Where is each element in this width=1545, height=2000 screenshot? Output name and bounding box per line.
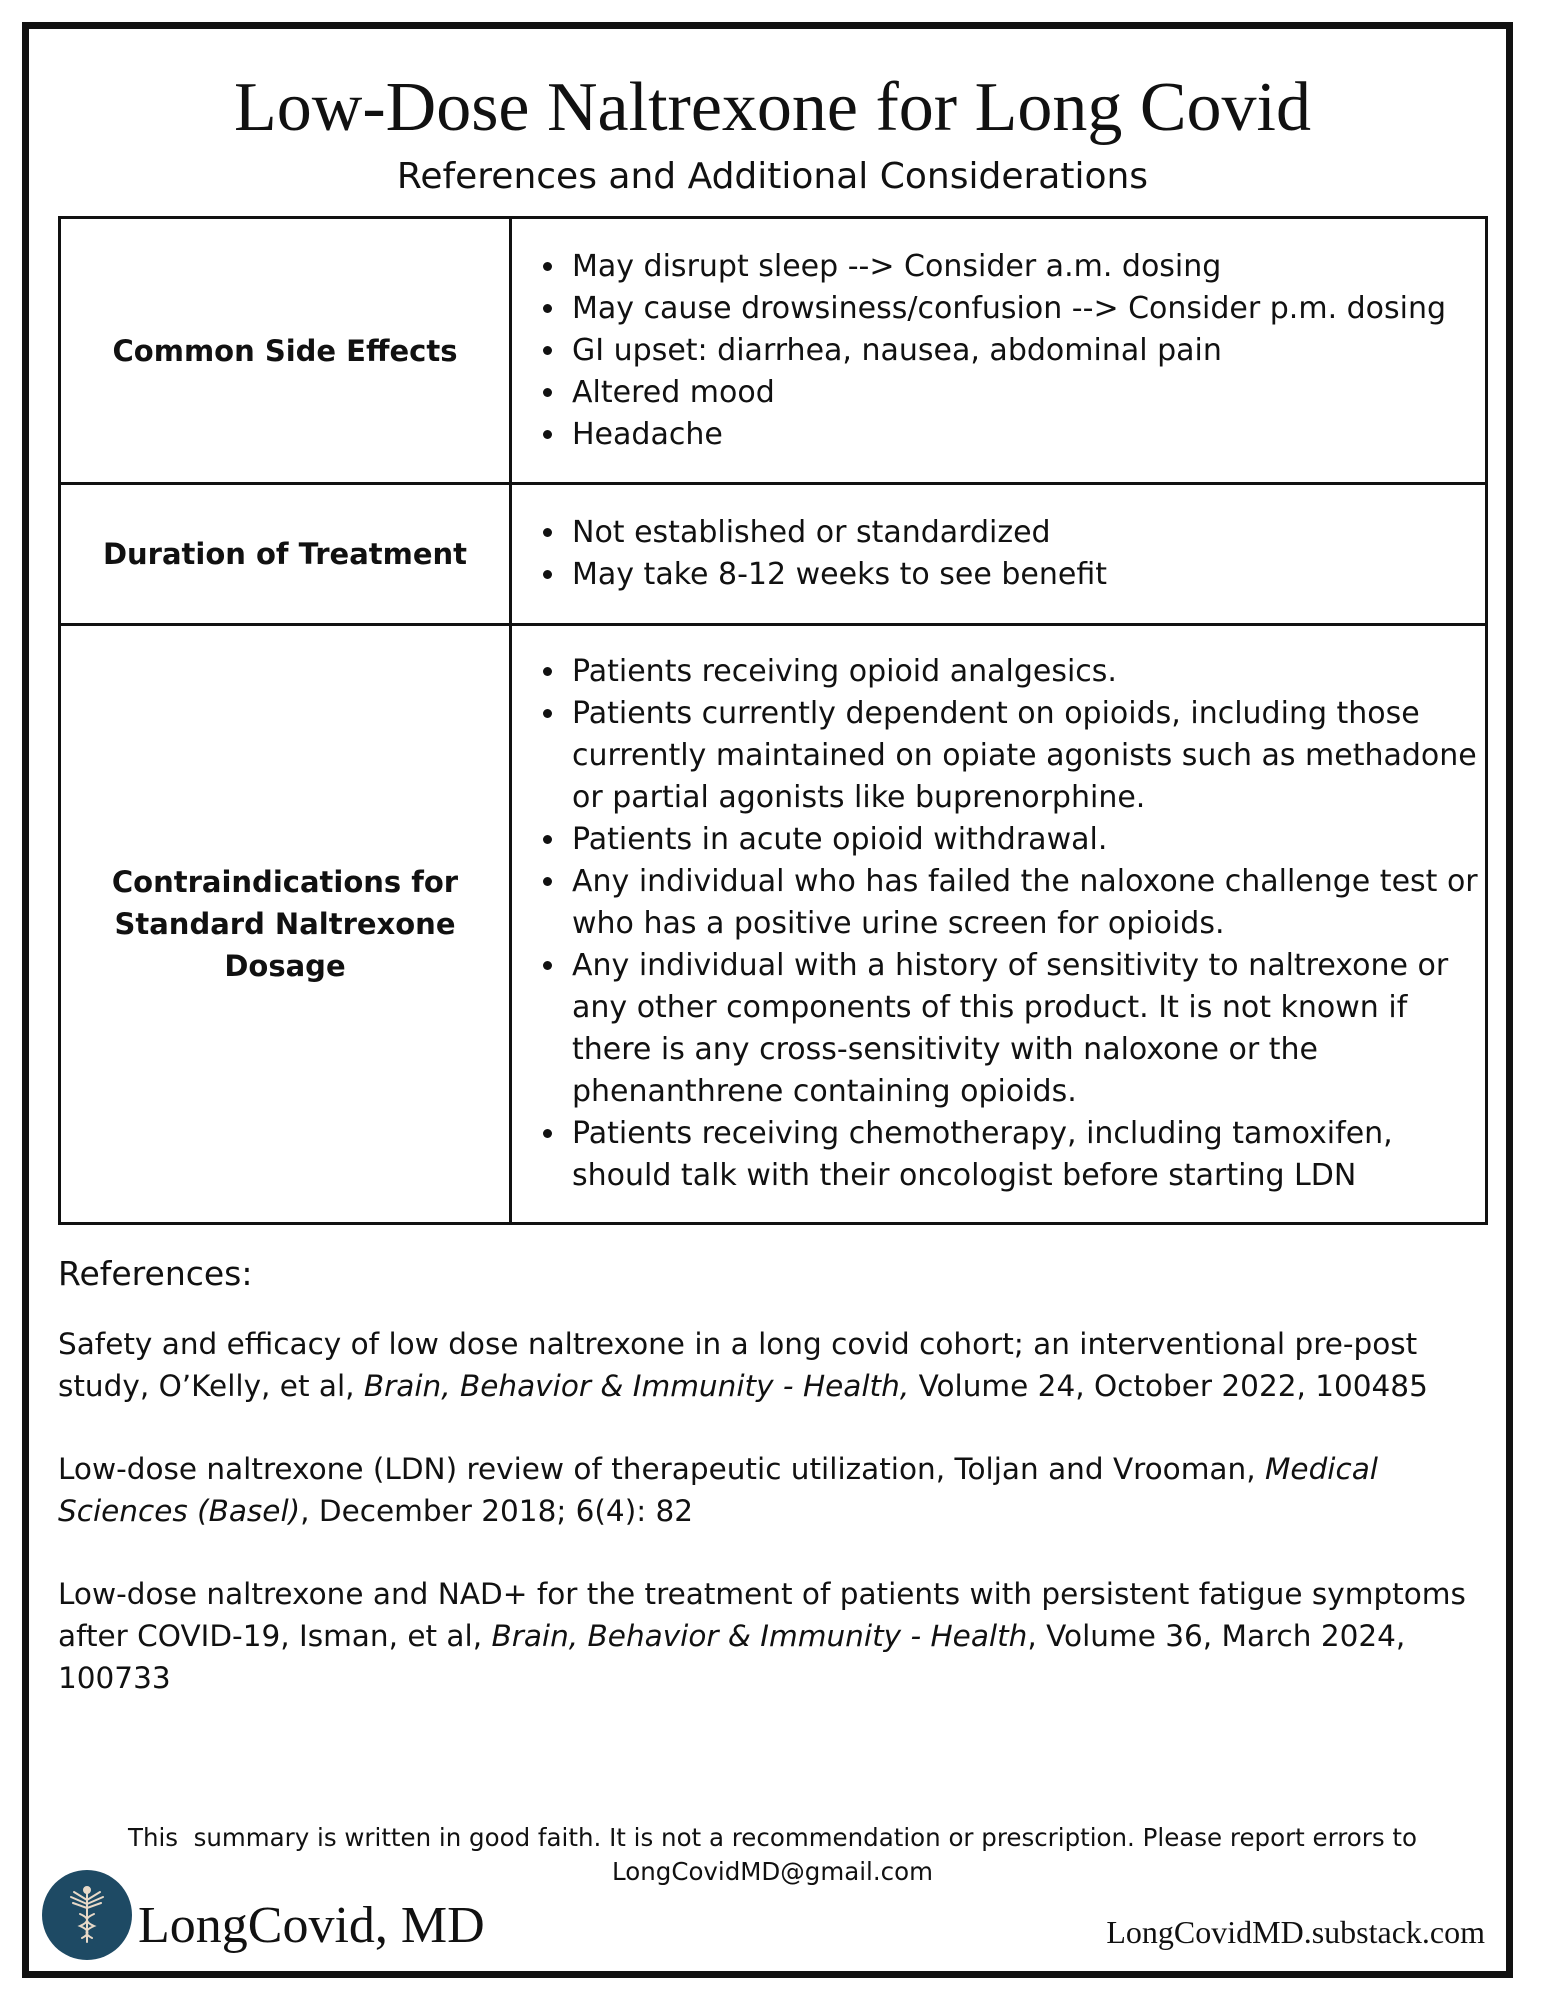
- caduceus-logo-icon: [42, 1870, 132, 1960]
- reference-text: , December 2018; 6(4): 82: [300, 1494, 694, 1528]
- row-label-duration: Duration of Treatment: [60, 484, 511, 625]
- list-item: • Patients in acute opioid withdrawal.: [568, 819, 1485, 861]
- references-heading: References:: [58, 1254, 253, 1293]
- list-item: • Any individual with a history of sensitivity to naltrexone or any other components of this product. It is not known if there is any cross-sensitivity with naloxone or the phenanthrene containing opioids.: [568, 945, 1485, 1113]
- list-item: • Patients receiving opioid analgesics.: [568, 651, 1485, 693]
- contact-email[interactable]: LongCovidMD@gmail.com: [612, 1857, 933, 1886]
- list-item: • May cause drowsiness/confusion --> Consider p.m. dosing: [568, 288, 1485, 330]
- page-subtitle: References and Additional Considerations: [396, 156, 1149, 197]
- row-content-side-effects: [511, 218, 1487, 484]
- table-row-contraindications: [60, 625, 1487, 1224]
- reference-item: [58, 1323, 1478, 1407]
- reference-text: , Volume 36, March 2024, 100733: [58, 1619, 1406, 1695]
- list-item: • GI upset: diarrhea, nausea, abdominal pain: [568, 330, 1485, 372]
- list-item: • Patients receiving chemotherapy, including tamoxifen, should talk with their oncologist before starting LDN: [568, 1113, 1485, 1197]
- reference-text: Safety and efficacy of low dose naltrexone in a long covid cohort; an interventional pre-post study, O’Kelly, et al,: [58, 1327, 1418, 1403]
- reference-journal: Brain, Behavior & Immunity - Health,: [363, 1369, 910, 1403]
- row-label-contraindications: [60, 625, 511, 1224]
- list-item: • Any individual who has failed the naloxone challenge test or who has a positive urine screen for opioids.: [568, 861, 1485, 945]
- reference-text: Low-dose naltrexone and NAD+ for the treatment of patients with persistent fatigue symptoms after COVID-19, Isman, et al,: [58, 1577, 1466, 1653]
- label-line: Standard Naltrexone: [114, 907, 456, 941]
- table-row-duration: [60, 484, 1487, 625]
- row-content-contraindications: [511, 625, 1487, 1224]
- list-item: • Altered mood: [568, 372, 1485, 414]
- label-line: Dosage: [224, 949, 346, 983]
- reference-item: [58, 1573, 1478, 1699]
- list-item: • May disrupt sleep --> Consider a.m. dosing: [568, 246, 1485, 288]
- reference-item: [58, 1448, 1478, 1532]
- row-content-duration: [511, 484, 1487, 625]
- brand-name: LongCovid, MD: [138, 1897, 485, 1954]
- website-link[interactable]: LongCovidMD.substack.com: [1106, 1914, 1485, 1950]
- disclaimer: [0, 1821, 1545, 1889]
- table-row-side-effects: [60, 218, 1487, 484]
- reference-journal: Medical Sciences (Basel): [58, 1452, 1378, 1528]
- reference-text: Low-dose naltrexone (LDN) review of therapeutic utilization, Toljan and Vrooman,: [58, 1452, 1265, 1486]
- label-line: Contraindications for: [111, 865, 459, 899]
- info-table: [58, 216, 1488, 1225]
- disclaimer-text: This summary is written in good faith. It is not a recommendation or prescription. Please report errors to: [128, 1823, 1417, 1852]
- list-item: • May take 8-12 weeks to see benefit: [568, 554, 1485, 596]
- page-title: Low-Dose Naltrexone for Long Covid: [234, 69, 1311, 146]
- list-item: • Headache: [568, 414, 1485, 456]
- row-label-side-effects: Common Side Effects: [60, 218, 511, 484]
- reference-journal: Brain, Behavior & Immunity - Health: [491, 1619, 1028, 1653]
- list-item: • Not established or standardized: [568, 512, 1485, 554]
- reference-text: Volume 24, October 2022, 100485: [909, 1369, 1428, 1403]
- list-item: • Patients currently dependent on opioids, including those currently maintained on opiate agonists such as methadone or partial agonists like buprenorphine.: [568, 693, 1485, 819]
